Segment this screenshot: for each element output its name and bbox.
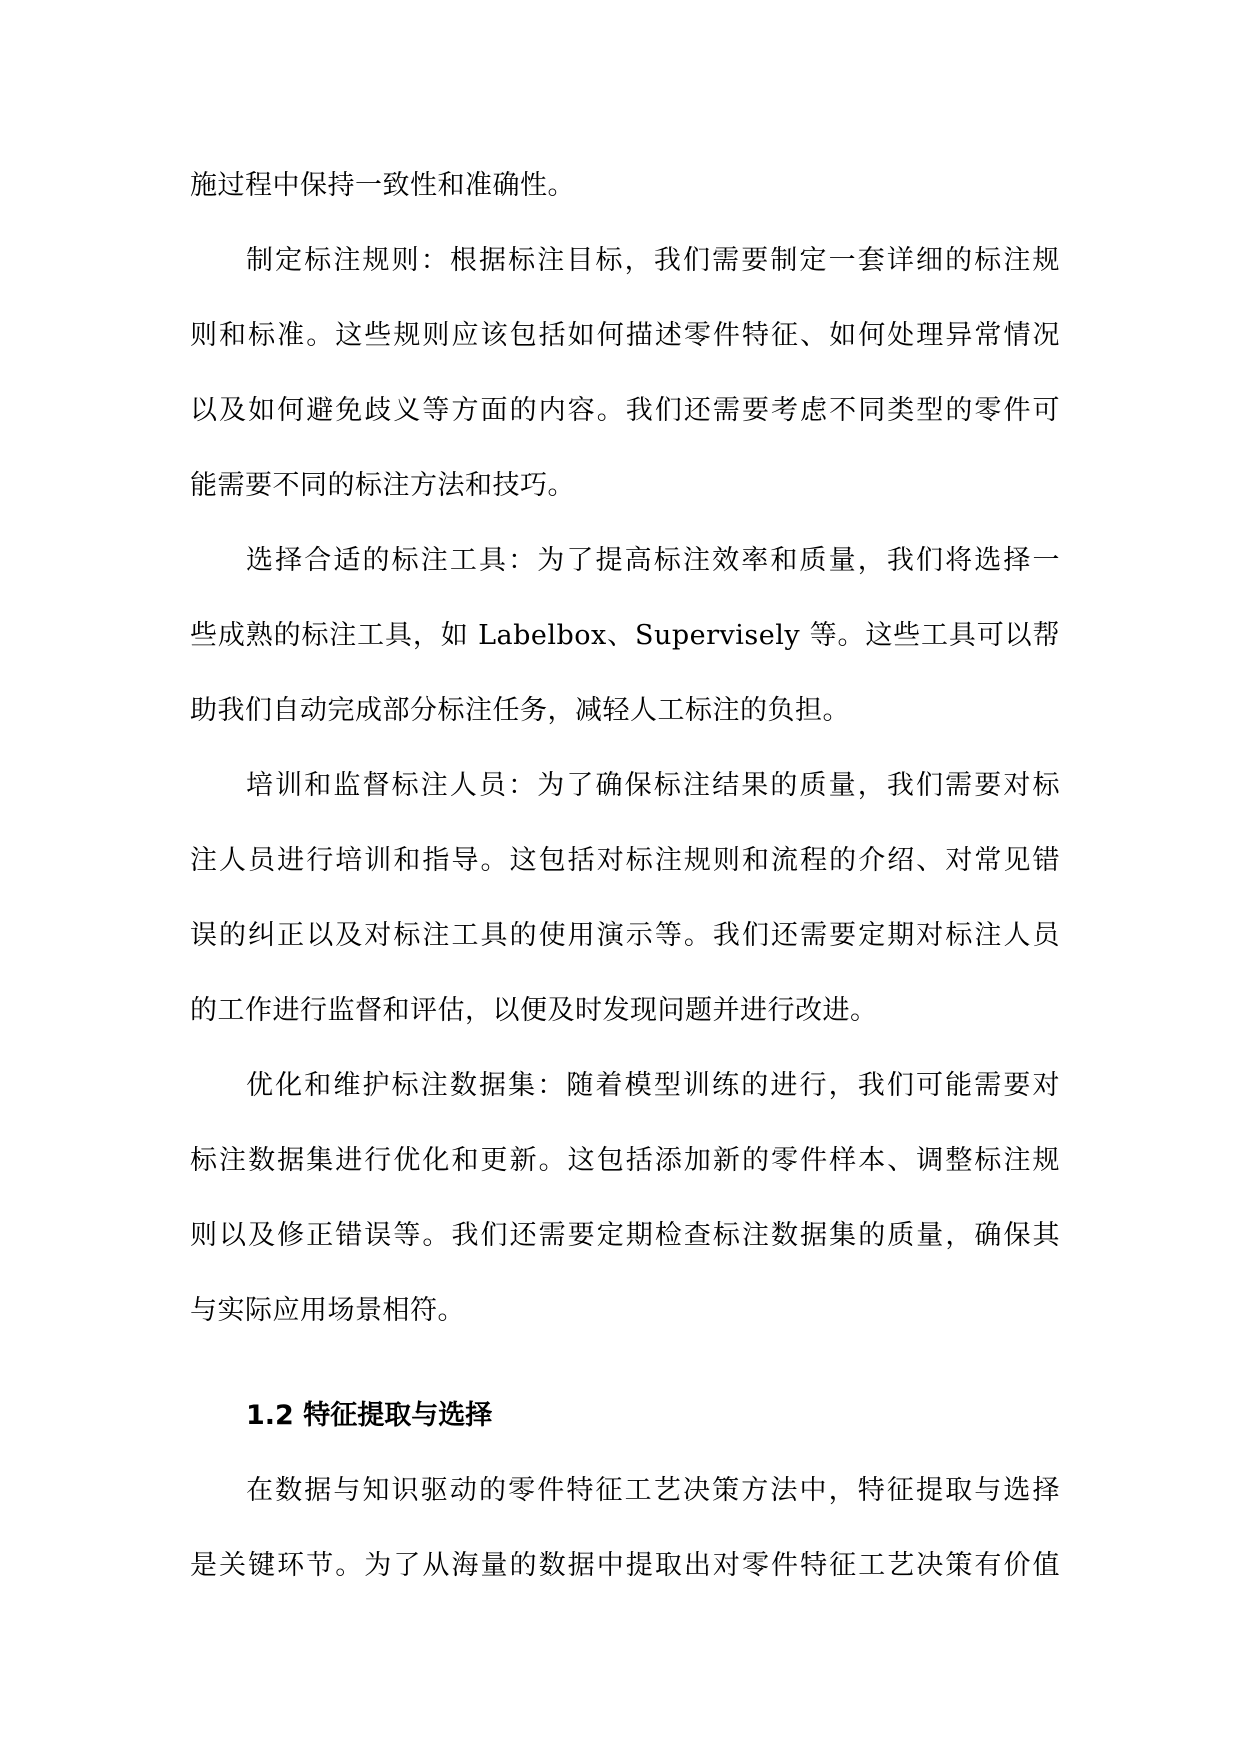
paragraph-annotation-tools <box>190 523 1060 748</box>
paragraph-line: 误的纠正以及对标注工具的使用演示等。我们还需要定期对标注人员 <box>190 920 1060 951</box>
paragraph-line: 在数据与知识驱动的零件特征工艺决策方法中，特征提取与选择 <box>246 1475 1060 1506</box>
paragraph-line: 能需要不同的标注方法和技巧。 <box>190 470 575 501</box>
paragraph-line: 与实际应用场景相符。 <box>190 1295 465 1326</box>
paragraph-line: 标注数据集进行优化和更新。这包括添加新的零件样本、调整标注规 <box>190 1145 1060 1176</box>
paragraph-line: 注人员进行培训和指导。这包括对标注规则和流程的介绍、对常见错 <box>190 845 1060 876</box>
paragraph-line: 选择合适的标注工具：为了提高标注效率和质量，我们将选择一 <box>246 545 1060 576</box>
paragraph-line: 是关键环节。为了从海量的数据中提取出对零件特征工艺决策有价值 <box>190 1550 1060 1581</box>
paragraph-line: 助我们自动完成部分标注任务，减轻人工标注的负担。 <box>190 695 850 726</box>
paragraph-line: 施过程中保持一致性和准确性。 <box>190 170 575 201</box>
paragraph-line: 些成熟的标注工具，如 Labelbox、Supervisely 等。这些工具可以帮 <box>190 620 1060 651</box>
paragraph-line: 则以及修正错误等。我们还需要定期检查标注数据集的质量，确保其 <box>190 1220 1060 1251</box>
paragraph-continuation <box>190 148 1060 223</box>
paragraph-dataset-maintenance <box>190 1048 1060 1348</box>
paragraph-line: 则和标准。这些规则应该包括如何描述零件特征、如何处理异常情况 <box>190 320 1060 351</box>
paragraph-line: 以及如何避免歧义等方面的内容。我们还需要考虑不同类型的零件可 <box>190 395 1060 426</box>
paragraph-line: 培训和监督标注人员：为了确保标注结果的质量，我们需要对标 <box>246 770 1060 801</box>
paragraph-feature-extraction <box>190 1453 1060 1603</box>
paragraph-annotator-training <box>190 748 1060 1048</box>
paragraph-line: 制定标注规则：根据标注目标，我们需要制定一套详细的标注规 <box>246 245 1060 276</box>
paragraph-annotation-rules <box>190 223 1060 523</box>
paragraph-line: 优化和维护标注数据集：随着模型训练的进行，我们可能需要对 <box>246 1070 1060 1101</box>
section-heading: 1.2 特征提取与选择 <box>246 1400 493 1431</box>
document-page <box>190 148 1060 1603</box>
paragraph-line: 的工作进行监督和评估，以便及时发现问题并进行改进。 <box>190 995 878 1026</box>
